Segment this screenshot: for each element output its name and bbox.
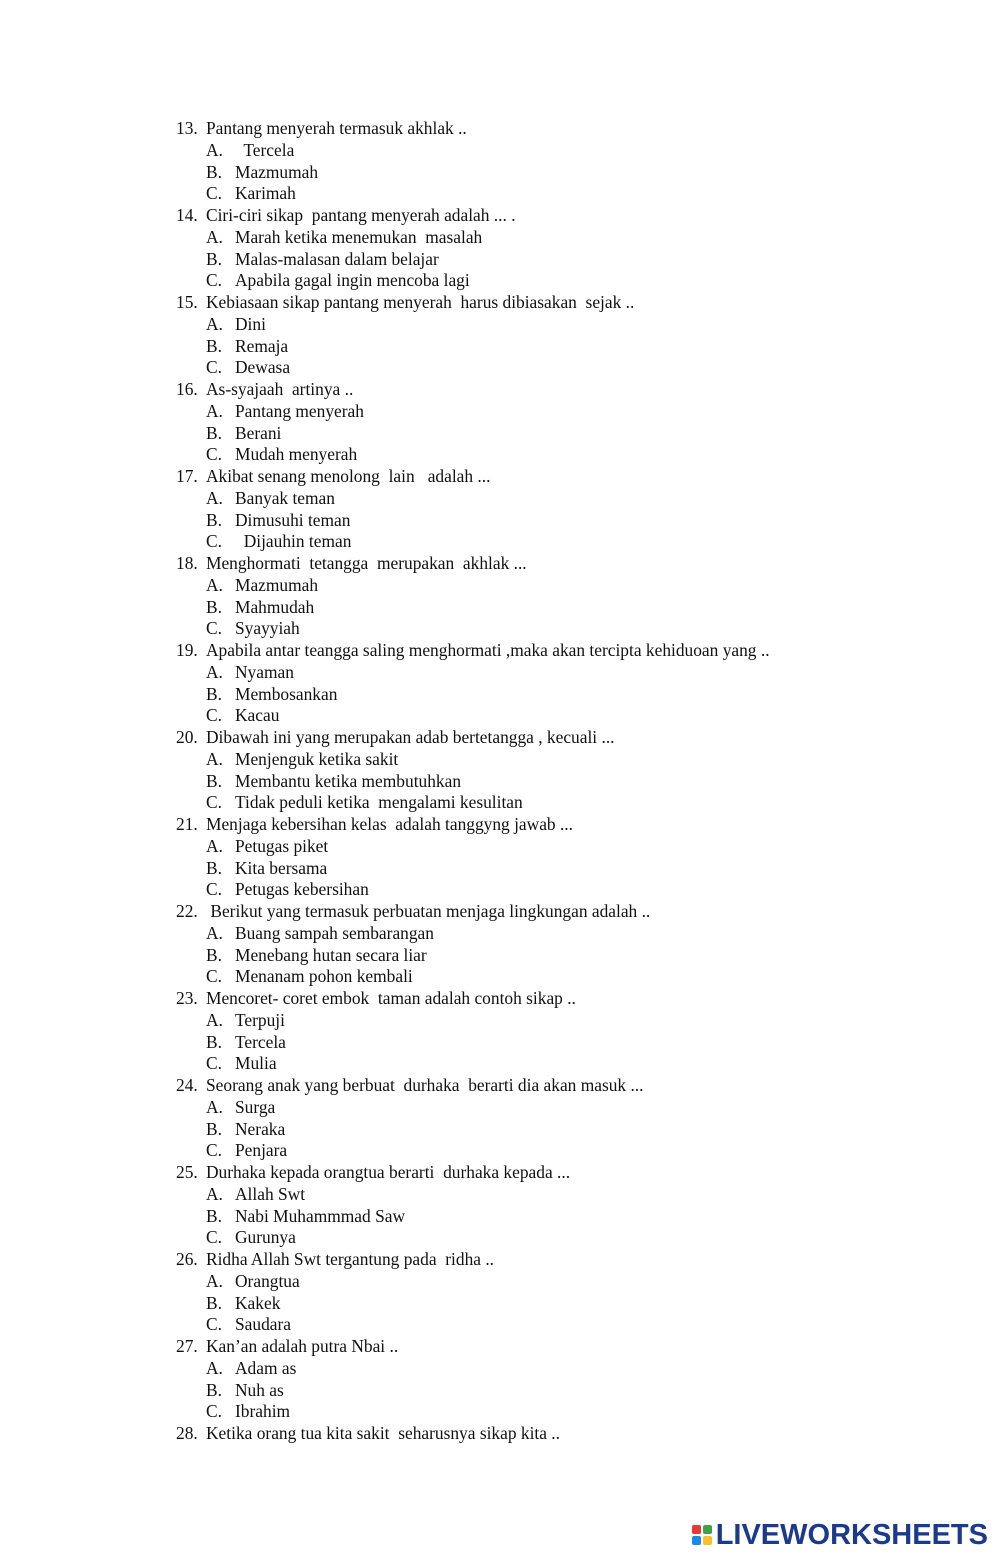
- question-text: Ciri-ciri sikap pantang menyerah adalah ... .: [206, 205, 516, 225]
- answer-option[interactable]: [0, 858, 1000, 880]
- option-letter: A.: [206, 1183, 223, 1204]
- option-text: Dimusuhi teman: [235, 509, 351, 530]
- answer-option[interactable]: [0, 140, 1000, 162]
- answer-option[interactable]: [0, 1140, 1000, 1162]
- question-number: 20.: [176, 727, 198, 747]
- option-text: Gurunya: [235, 1227, 296, 1248]
- option-text: Petugas piket: [235, 835, 329, 856]
- option-text: Tercela: [235, 1031, 286, 1052]
- option-letter: B.: [206, 1292, 222, 1313]
- question-text: Apabila antar teangga saling menghormati ,maka akan tercipta kehiduoan yang ..: [206, 640, 770, 660]
- option-letter: A.: [206, 226, 223, 247]
- answer-option[interactable]: [0, 1097, 1000, 1119]
- question-number: 16.: [176, 379, 198, 399]
- option-letter: C.: [206, 1227, 222, 1248]
- option-letter: C.: [206, 792, 222, 813]
- option-letter: A.: [206, 835, 223, 856]
- option-letter: B.: [206, 857, 222, 878]
- answer-option[interactable]: [0, 510, 1000, 532]
- option-letter: A.: [206, 748, 223, 769]
- option-text: Syayyiah: [235, 618, 300, 639]
- option-letter: A.: [206, 661, 223, 682]
- answer-option[interactable]: [0, 1010, 1000, 1032]
- question: [0, 727, 1000, 749]
- option-letter: A.: [206, 1270, 223, 1291]
- question-text: Seorang anak yang berbuat durhaka berarti dia akan masuk ...: [206, 1075, 644, 1095]
- option-text: Menjenguk ketika sakit: [235, 748, 399, 769]
- question-number: 17.: [176, 466, 198, 486]
- option-letter: B.: [206, 161, 222, 182]
- answer-option[interactable]: [0, 1184, 1000, 1206]
- option-text: Allah Swt: [235, 1183, 306, 1204]
- question: [0, 379, 1000, 401]
- answer-option[interactable]: [0, 1380, 1000, 1402]
- option-text: Nuh as: [235, 1379, 284, 1400]
- question-number: 23.: [176, 988, 198, 1008]
- question-text: Akibat senang menolong lain adalah ...: [206, 466, 491, 486]
- option-letter: A.: [206, 313, 223, 334]
- question: [0, 901, 1000, 923]
- answer-option[interactable]: [0, 1227, 1000, 1249]
- option-text: Nabi Muhammmad Saw: [235, 1205, 406, 1226]
- question-number: 26.: [176, 1249, 198, 1269]
- answer-option[interactable]: [0, 423, 1000, 445]
- answer-option[interactable]: [0, 227, 1000, 249]
- answer-option[interactable]: [0, 183, 1000, 205]
- answer-option[interactable]: [0, 488, 1000, 510]
- question: [0, 1075, 1000, 1097]
- answer-option[interactable]: [0, 314, 1000, 336]
- answer-option[interactable]: [0, 1032, 1000, 1054]
- option-letter: B.: [206, 596, 222, 617]
- question-number: 24.: [176, 1075, 198, 1095]
- option-text: Tercela: [235, 139, 295, 160]
- option-letter: A.: [206, 922, 223, 943]
- brand-name: LIVEWORKSHEETS: [715, 1518, 988, 1551]
- answer-option[interactable]: [0, 923, 1000, 945]
- option-text: Membantu ketika membutuhkan: [235, 770, 462, 791]
- option-text: Petugas kebersihan: [235, 879, 369, 900]
- option-text: Nyaman: [235, 661, 294, 682]
- question: [0, 814, 1000, 836]
- option-text: Dini: [235, 313, 266, 334]
- option-text: Tidak peduli ketika mengalami kesulitan: [235, 792, 523, 813]
- logo-square: [703, 1525, 712, 1534]
- question-number: 13.: [176, 118, 198, 138]
- option-letter: B.: [206, 1118, 222, 1139]
- answer-option[interactable]: [0, 336, 1000, 358]
- option-letter: A.: [206, 487, 223, 508]
- question: [0, 1423, 1000, 1445]
- option-letter: C.: [206, 183, 222, 204]
- option-text: Dewasa: [235, 357, 291, 378]
- option-text: Adam as: [235, 1357, 297, 1378]
- option-letter: B.: [206, 422, 222, 443]
- option-text: Ibrahim: [235, 1401, 291, 1422]
- option-text: Remaja: [235, 335, 289, 356]
- option-text: Penjara: [235, 1140, 288, 1161]
- question: [0, 640, 1000, 662]
- option-letter: C.: [206, 1401, 222, 1422]
- option-text: Mulia: [235, 1053, 277, 1074]
- answer-option[interactable]: [0, 771, 1000, 793]
- question-number: 25.: [176, 1162, 198, 1182]
- option-letter: A.: [206, 139, 223, 160]
- liveworksheets-logo-icon: [692, 1525, 712, 1545]
- question-text: Kan’an adalah putra Nbai ..: [206, 1336, 399, 1356]
- option-text: Mahmudah: [235, 596, 315, 617]
- answer-option[interactable]: [0, 1271, 1000, 1293]
- question-text: Menjaga kebersihan kelas adalah tanggyng jawab ...: [206, 814, 574, 834]
- option-letter: B.: [206, 248, 222, 269]
- worksheet-page: [0, 118, 1000, 1445]
- question: [0, 1249, 1000, 1271]
- option-text: Kacau: [235, 705, 280, 726]
- option-letter: B.: [206, 1205, 222, 1226]
- answer-option[interactable]: [0, 1206, 1000, 1228]
- question-text: Pantang menyerah termasuk akhlak ..: [206, 118, 467, 138]
- question: [0, 292, 1000, 314]
- answer-option[interactable]: [0, 1053, 1000, 1075]
- question-text: Berikut yang termasuk perbuatan menjaga lingkungan adalah ..: [206, 901, 651, 921]
- answer-option[interactable]: [0, 684, 1000, 706]
- option-letter: B.: [206, 683, 222, 704]
- option-text: Mudah menyerah: [235, 444, 358, 465]
- option-letter: A.: [206, 1357, 223, 1378]
- answer-option[interactable]: [0, 270, 1000, 292]
- question-number: 15.: [176, 292, 198, 312]
- option-text: Saudara: [235, 1314, 292, 1335]
- answer-option[interactable]: [0, 618, 1000, 640]
- logo-square: [692, 1525, 701, 1534]
- option-text: Dijauhin teman: [235, 531, 352, 552]
- option-text: Pantang menyerah: [235, 400, 364, 421]
- option-letter: C.: [206, 444, 222, 465]
- question-number: 27.: [176, 1336, 198, 1356]
- question: [0, 988, 1000, 1010]
- answer-option[interactable]: [0, 357, 1000, 379]
- option-letter: C.: [206, 1053, 222, 1074]
- option-text: Orangtua: [235, 1270, 300, 1291]
- question-number: 28.: [176, 1423, 198, 1443]
- option-letter: B.: [206, 335, 222, 356]
- answer-option[interactable]: [0, 945, 1000, 967]
- option-text: Neraka: [235, 1118, 286, 1139]
- answer-option[interactable]: [0, 162, 1000, 184]
- answer-option[interactable]: [0, 836, 1000, 858]
- option-letter: C.: [206, 879, 222, 900]
- option-letter: A.: [206, 400, 223, 421]
- logo-square: [692, 1536, 701, 1545]
- option-letter: B.: [206, 509, 222, 530]
- option-text: Menanam pohon kembali: [235, 966, 413, 987]
- option-letter: C.: [206, 270, 222, 291]
- question-text: Dibawah ini yang merupakan adab bertetangga , kecuali ...: [206, 727, 615, 747]
- option-letter: C.: [206, 705, 222, 726]
- answer-option[interactable]: [0, 1119, 1000, 1141]
- question-text: Mencoret- coret embok taman adalah contoh sikap ..: [206, 988, 576, 1008]
- question-text: Durhaka kepada orangtua berarti durhaka kepada ...: [206, 1162, 571, 1182]
- question-text: Ketika orang tua kita sakit seharusnya sikap kita ..: [206, 1423, 560, 1443]
- option-letter: B.: [206, 770, 222, 791]
- option-text: Menebang hutan secara liar: [235, 944, 427, 965]
- answer-option[interactable]: [0, 792, 1000, 814]
- question: [0, 466, 1000, 488]
- option-letter: B.: [206, 1379, 222, 1400]
- answer-option[interactable]: [0, 444, 1000, 466]
- question-text: Kebiasaan sikap pantang menyerah harus dibiasakan sejak ..: [206, 292, 635, 312]
- question-number: 22.: [176, 901, 198, 921]
- answer-option[interactable]: [0, 662, 1000, 684]
- option-text: Membosankan: [235, 683, 338, 704]
- option-letter: C.: [206, 1314, 222, 1335]
- answer-option[interactable]: [0, 1293, 1000, 1315]
- answer-option[interactable]: [0, 401, 1000, 423]
- question-number: 14.: [176, 205, 198, 225]
- answer-option[interactable]: [0, 705, 1000, 727]
- option-text: Mazmumah: [235, 161, 319, 182]
- option-letter: C.: [206, 966, 222, 987]
- option-text: Mazmumah: [235, 574, 319, 595]
- option-text: Karimah: [235, 183, 296, 204]
- question-text: Ridha Allah Swt tergantung pada ridha ..: [206, 1249, 495, 1269]
- answer-option[interactable]: [0, 1401, 1000, 1423]
- question-number: 18.: [176, 553, 198, 573]
- option-letter: A.: [206, 1096, 223, 1117]
- option-letter: A.: [206, 574, 223, 595]
- answer-option[interactable]: [0, 966, 1000, 988]
- option-letter: C.: [206, 1140, 222, 1161]
- answer-option[interactable]: [0, 1314, 1000, 1336]
- question-text: Menghormati tetangga merupakan akhlak ...: [206, 553, 527, 573]
- question: [0, 118, 1000, 140]
- liveworksheets-logo: [692, 1519, 988, 1551]
- answer-option[interactable]: [0, 1358, 1000, 1380]
- option-text: Banyak teman: [235, 487, 335, 508]
- question-number: 19.: [176, 640, 198, 660]
- question: [0, 1336, 1000, 1358]
- option-text: Marah ketika menemukan masalah: [235, 226, 483, 247]
- question-number: 21.: [176, 814, 198, 834]
- answer-option[interactable]: [0, 879, 1000, 901]
- answer-option[interactable]: [0, 575, 1000, 597]
- option-letter: B.: [206, 944, 222, 965]
- question-text: As-syajaah artinya ..: [206, 379, 354, 399]
- option-letter: B.: [206, 1031, 222, 1052]
- option-text: Malas-malasan dalam belajar: [235, 248, 439, 269]
- logo-square: [703, 1536, 712, 1545]
- question: [0, 553, 1000, 575]
- answer-option[interactable]: [0, 249, 1000, 271]
- question: [0, 1162, 1000, 1184]
- option-text: Kita bersama: [235, 857, 328, 878]
- option-letter: C.: [206, 531, 222, 552]
- question: [0, 205, 1000, 227]
- answer-option[interactable]: [0, 749, 1000, 771]
- option-letter: C.: [206, 618, 222, 639]
- option-letter: C.: [206, 357, 222, 378]
- answer-option[interactable]: [0, 597, 1000, 619]
- answer-option[interactable]: [0, 531, 1000, 553]
- option-text: Apabila gagal ingin mencoba lagi: [235, 270, 470, 291]
- option-text: Terpuji: [235, 1009, 285, 1030]
- option-text: Kakek: [235, 1292, 281, 1313]
- option-text: Surga: [235, 1096, 276, 1117]
- option-text: Buang sampah sembarangan: [235, 922, 434, 943]
- option-letter: A.: [206, 1009, 223, 1030]
- option-text: Berani: [235, 422, 282, 443]
